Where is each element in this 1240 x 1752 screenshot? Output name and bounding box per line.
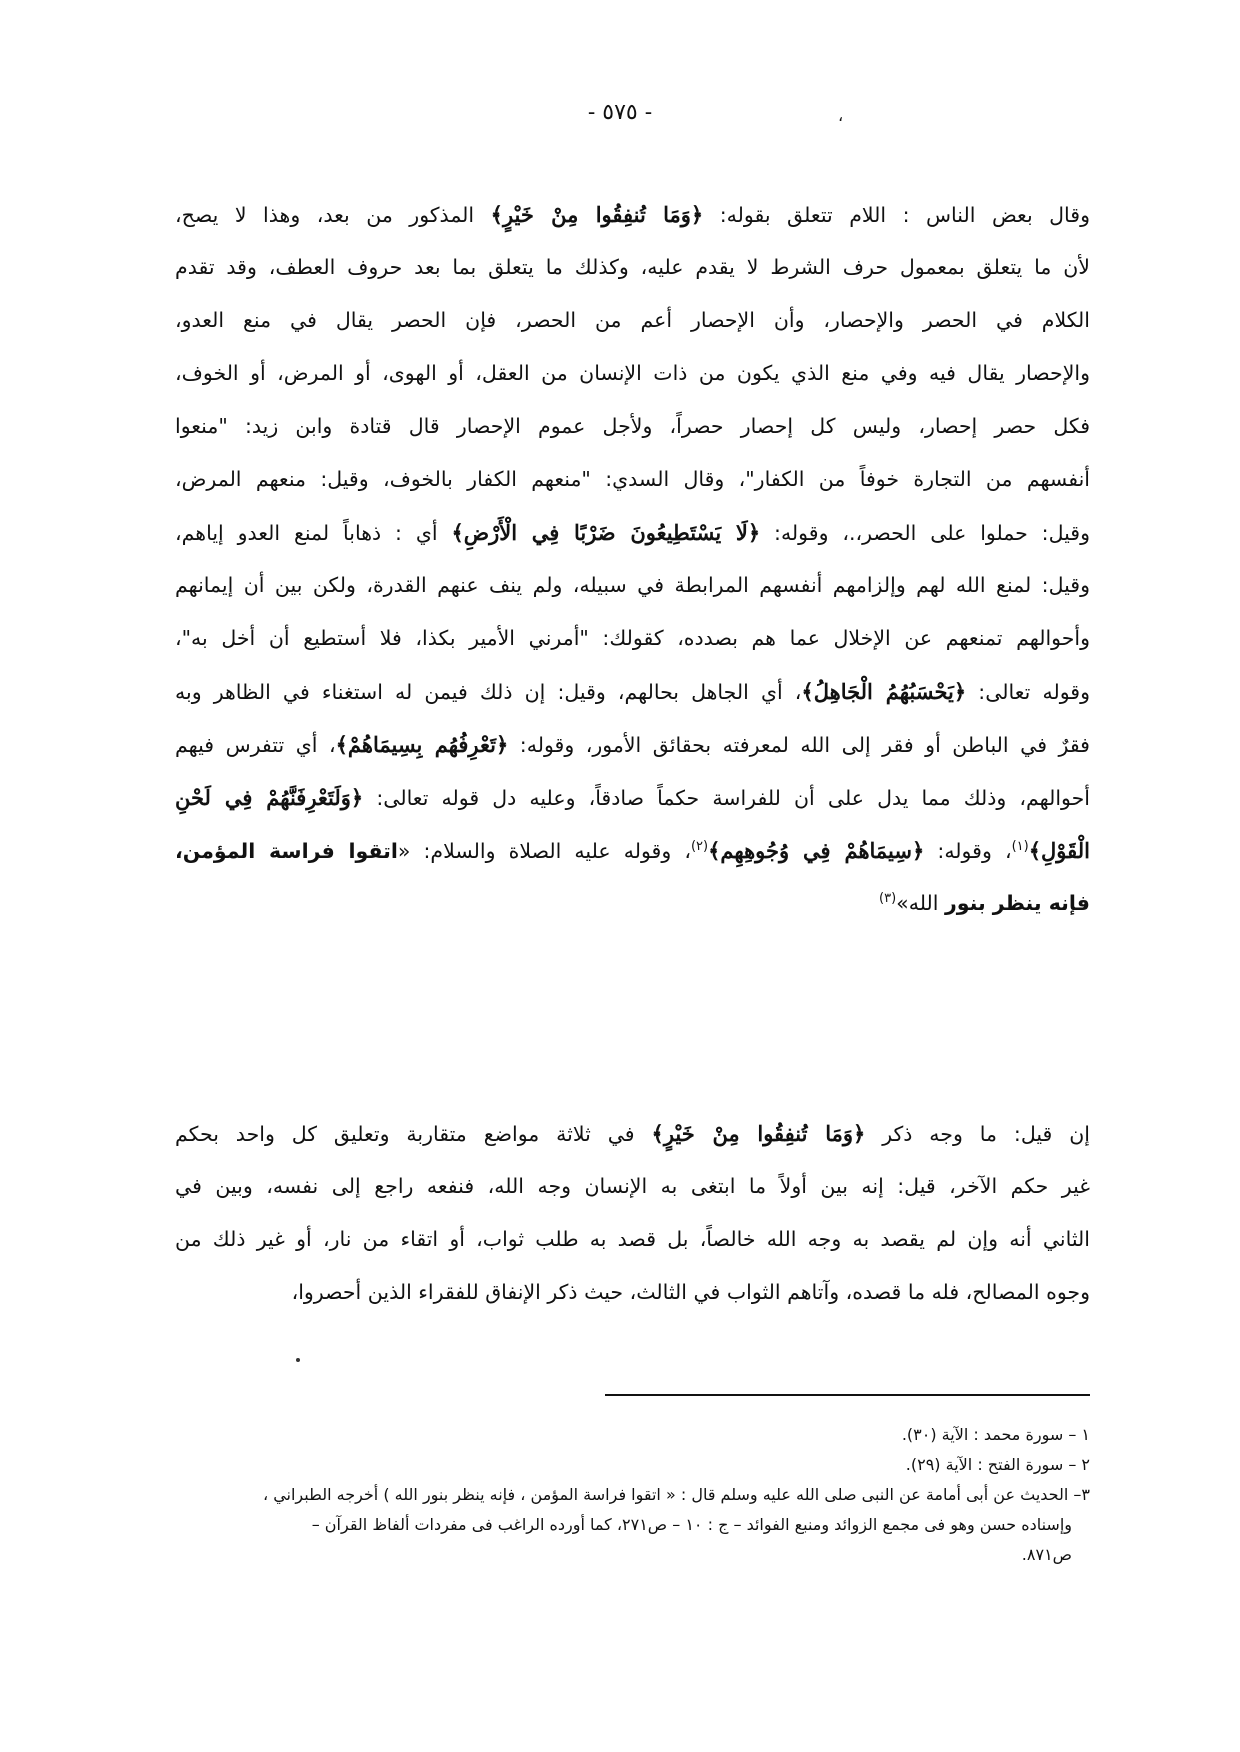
paragraph-line <box>175 188 1090 241</box>
text-run: المذكور من بعد، وهذا لا يصح، <box>175 203 491 227</box>
quran-verse: الْقَوْلِ﴾ <box>1028 838 1090 863</box>
text-run: غير حكم الآخر، قيل: إنه بين أولاً ما ابتغى به الإنسان وجه الله، فنفعه راجع إلى نفسه، وبين في <box>175 1174 1090 1198</box>
hadith-text: فإنه ينظر بنور <box>944 891 1090 915</box>
paragraph-2 <box>175 1107 1090 1319</box>
text-run: وجوه المصالح، فله ما قصده، وآتاهم الثواب في الثالث، حيث ذكر الإنفاق للفقراء الذين أحصروا، <box>291 1280 1090 1304</box>
text-run: أي : ذهاباً لمنع العدو إياهم، <box>175 521 452 545</box>
paragraph-line <box>175 1266 1090 1319</box>
text-run: وقيل: لمنع الله لهم وإلزامهم أنفسهم المرابطة في سبيله، ولم ينف عنهم القدرة، ولكن بين أن إيمانهم <box>175 573 1090 597</box>
text-run: في ثلاثة مواضع متقاربة وتعليق كل واحد بحكم <box>175 1122 652 1146</box>
paragraph-line <box>175 1107 1090 1160</box>
paragraph-line <box>175 771 1090 824</box>
text-run: وأحوالهم تمنعهم عن الإخلال عما هم بصدده، كقولك: "أمرني الأمير بكذا، فلا أستطيع أن أخل به"، <box>175 626 1090 650</box>
quran-verse: ﴿لَا يَسْتَطِيعُونَ ضَرْبًا فِي الْأَرْضِ﴾ <box>451 520 761 545</box>
stray-dot <box>296 1358 300 1362</box>
paragraph-line <box>175 241 1090 294</box>
paragraph-line <box>175 400 1090 453</box>
paragraph-line <box>175 718 1090 771</box>
paragraph-line <box>175 294 1090 347</box>
text-run: لأن ما يتعلق بمعمول حرف الشرط لا يقدم عليه، وكذلك ما يتعلق بما بعد حروف العطف، وقد تقدم <box>175 255 1090 279</box>
footnote-marker: (٣) <box>879 891 897 907</box>
text-run: ، أي الجاهل بحالهم، وقيل: إن ذلك فيمن له استغناء في الظاهر وبه <box>175 680 802 704</box>
footnote-rule <box>605 1394 1090 1396</box>
text-run: الثاني أنه وإن لم يقصد به وجه الله خالصاً، بل قصد به طلب ثواب، أو اتقاء من نار، أو غير ذلك من <box>175 1227 1090 1251</box>
text-run: وقيل: حملوا على الحصر،.، وقوله: <box>760 521 1090 545</box>
paragraph-line <box>175 453 1090 506</box>
text-run: أنفسهم من التجارة خوفاً من الكفار"، وقال السدي: "منعهم الكفار بالخوف، وقيل: منعهم المرض، <box>175 467 1090 491</box>
text-run: وقوله تعالى: <box>966 680 1090 704</box>
hadith-text: اتقوا فراسة المؤمن، <box>175 839 398 863</box>
footnote-2: ٢ – سورة الفتح : الآية (٢٩). <box>905 1455 1090 1474</box>
quran-verse: ﴿سِيمَاهُمْ فِي وُجُوهِهِم﴾ <box>708 838 925 863</box>
text-run: إن قيل: ما وجه ذكر <box>865 1122 1090 1146</box>
quran-verse: ﴿تَعْرِفُهُم بِسِيمَاهُمْ﴾ <box>335 732 509 757</box>
paragraph-line <box>175 612 1090 665</box>
footnote-3-continued: وإسناده حسن وهو فى مجمع الزوائد ومنبع الفوائد – ج : ١٠ – ص٢٧١، كما أورده الراغب فى مفردات ألفاظ القرآن – <box>311 1515 1072 1534</box>
paragraph-line <box>175 824 1090 877</box>
text-run: أحوالهم، وذلك مما يدل على أن للفراسة حكماً صادقاً، وعليه دل قوله تعالى: <box>363 786 1090 810</box>
text-run: ، وقوله عليه الصلاة والسلام: « <box>397 839 691 863</box>
footnote-marker: (٢) <box>690 839 709 855</box>
quran-verse: ﴿وَمَا تُنفِقُوا مِنْ خَيْرٍ﴾ <box>490 202 704 227</box>
footnote-marker: (١) <box>1011 839 1029 855</box>
paragraph-line <box>175 347 1090 400</box>
paragraph-1 <box>175 188 1090 930</box>
footnote-3: ٣– الحديث عن أبى أمامة عن النبى صلى الله عليه وسلم قال : « اتقوا فراسة المؤمن ، فإنه ينظر بنور الله ) أخرجه الطبراني ، <box>262 1485 1090 1504</box>
paragraph-line <box>175 877 1090 930</box>
quran-verse: ﴿وَمَا تُنفِقُوا مِنْ خَيْرٍ﴾ <box>651 1121 866 1146</box>
quran-verse: ﴿يَحْسَبُهُمُ الْجَاهِلُ﴾ <box>801 679 967 704</box>
text-run: الله» <box>896 891 945 915</box>
text-run: وقال بعض الناس : اللام تتعلق بقوله: <box>703 203 1090 227</box>
footnotes <box>180 1420 1090 1570</box>
paragraph-line <box>175 1213 1090 1266</box>
paragraph-line <box>175 665 1090 718</box>
paragraph-line <box>175 506 1090 559</box>
text-run: والإحصار يقال فيه وفي منع الذي يكون من ذات الإنسان من العقل، أو الهوى، أو المرض، أو الخوف، <box>175 361 1090 385</box>
footnote-1: ١ – سورة محمد : الآية (٣٠). <box>901 1425 1090 1444</box>
quran-verse: ﴿وَلَتَعْرِفَنَّهُمْ فِي لَحْنِ <box>175 785 364 810</box>
text-run: ، وقوله: <box>924 839 1012 863</box>
paragraph-line <box>175 559 1090 612</box>
text-run: فقرٌ في الباطن أو فقر إلى الله لمعرفته بحقائق الأمور، وقوله: <box>508 733 1090 757</box>
text-run: فكل حصر إحصار، وليس كل إحصار حصراً، ولأجل عموم الإحصار قال قتادة وابن زيد: "منعوا <box>175 414 1090 438</box>
page-number: - ٥٧٥ - <box>587 100 653 125</box>
text-run: ، أي تتفرس فيهم <box>175 733 336 757</box>
footnote-3-page: ص٨٧١. <box>1021 1545 1072 1564</box>
speck-mark: ، <box>838 106 844 125</box>
text-run: الكلام في الحصر والإحصار، وأن الإحصار أعم من الحصر، فإن الحصر يقال في منع العدو، <box>175 308 1090 332</box>
paragraph-line <box>175 1160 1090 1213</box>
